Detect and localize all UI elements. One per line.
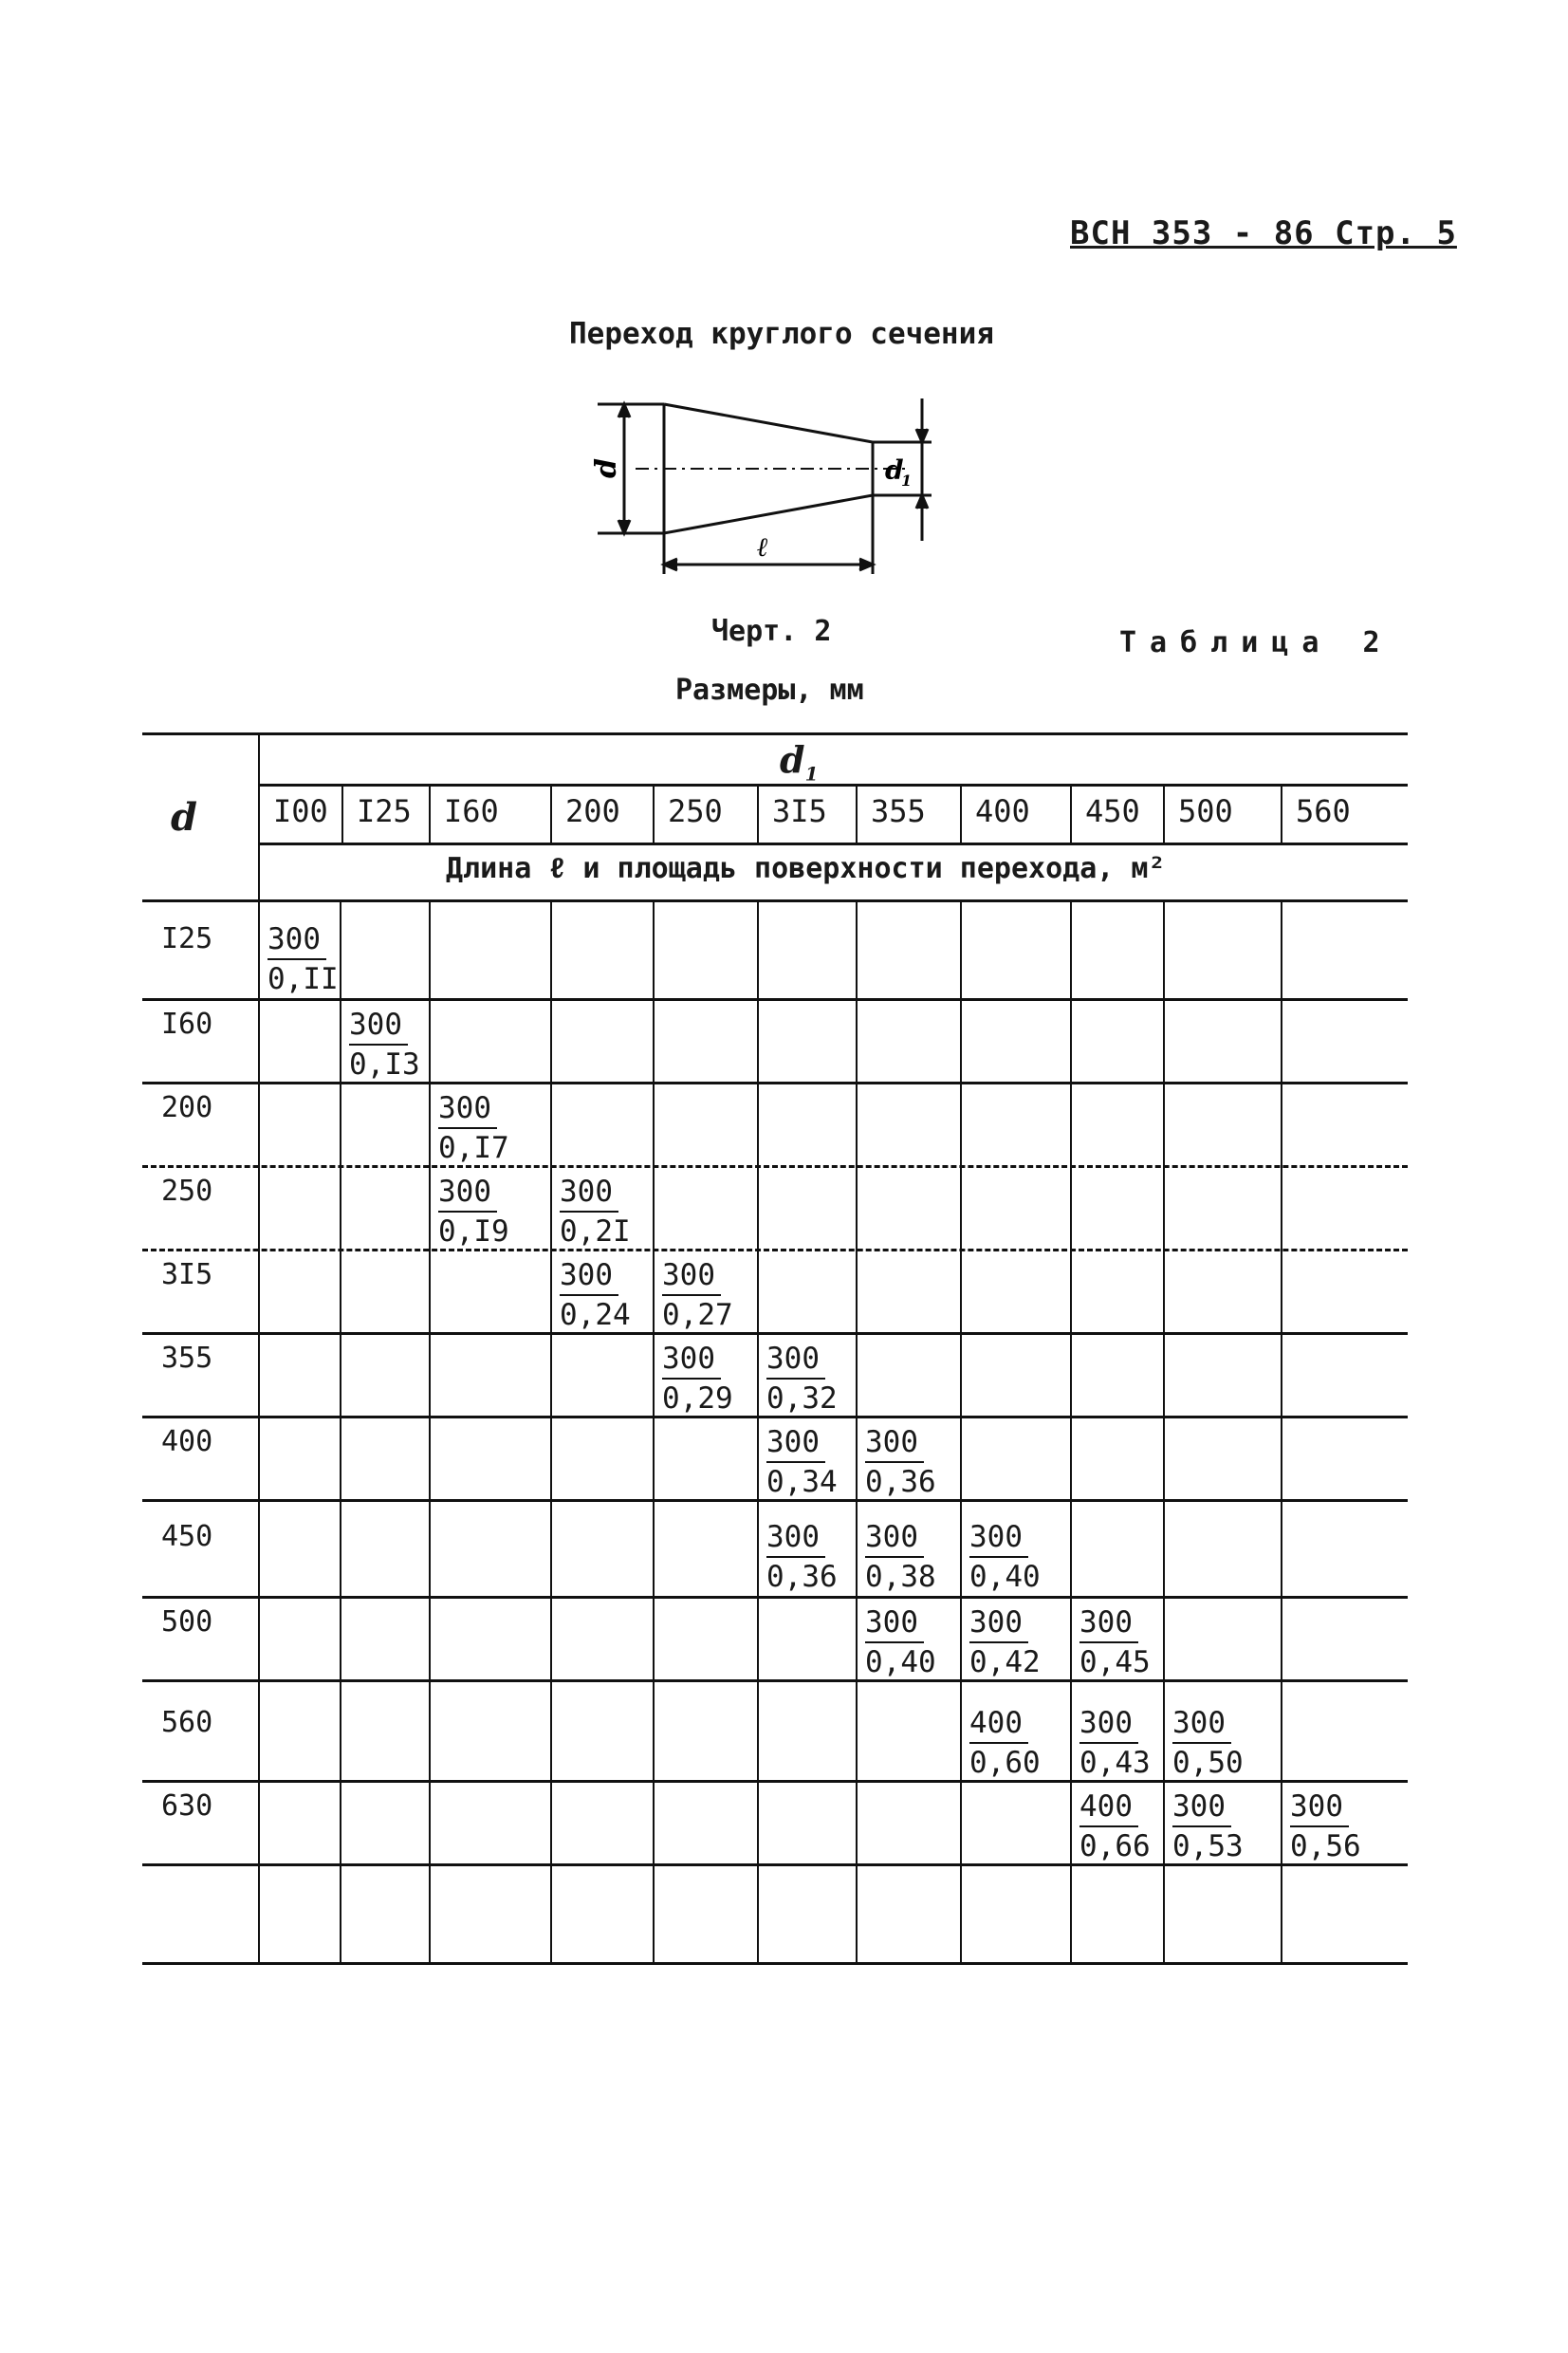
cell-area: 0,50 bbox=[1172, 1746, 1244, 1780]
cell-area: 0,36 bbox=[865, 1465, 936, 1499]
body-col-divider bbox=[960, 899, 962, 1962]
cell-length: 300 bbox=[349, 1006, 408, 1046]
col-group-header-d1 bbox=[780, 738, 819, 786]
cell-area: 0,38 bbox=[865, 1560, 936, 1594]
cell-area: 0,43 bbox=[1079, 1746, 1151, 1780]
col-header-divider bbox=[1070, 784, 1072, 843]
col-header-divider bbox=[856, 784, 858, 843]
body-col-divider bbox=[856, 899, 858, 1962]
table-subheader: Длина ℓ и площадь поверхности перехода, м² bbox=[446, 852, 1166, 885]
cell-length: 400 bbox=[1079, 1788, 1138, 1827]
table-cell bbox=[1290, 1788, 1361, 1865]
row-rule bbox=[142, 1679, 1408, 1682]
cell-length: 300 bbox=[267, 920, 326, 960]
subheader-bottom-rule bbox=[142, 899, 1408, 902]
cell-area: 0,I7 bbox=[438, 1131, 509, 1165]
table-label: Таблица 2 bbox=[1119, 626, 1393, 659]
row-header: I60 bbox=[161, 1008, 213, 1041]
cell-area: 0,45 bbox=[1079, 1645, 1151, 1679]
cell-area: 0,36 bbox=[766, 1560, 838, 1594]
col-group-header-sub: 1 bbox=[804, 762, 819, 786]
row-rule bbox=[142, 1596, 1408, 1599]
table-cell bbox=[766, 1518, 838, 1596]
body-col-divider bbox=[1163, 899, 1165, 1962]
body-col-divider bbox=[550, 899, 552, 1962]
col-header-divider bbox=[960, 784, 962, 843]
row-header: 200 bbox=[161, 1091, 213, 1124]
cell-area: 0,32 bbox=[766, 1381, 838, 1416]
body-col-divider bbox=[757, 899, 759, 1962]
table-top-rule bbox=[142, 732, 1408, 735]
table-cell bbox=[349, 1006, 420, 1084]
col-header: I60 bbox=[444, 793, 499, 829]
figure-caption: Черт. 2 bbox=[711, 615, 832, 648]
row-rule bbox=[142, 1165, 1408, 1168]
cell-area: 0,40 bbox=[969, 1560, 1041, 1594]
table-cell bbox=[865, 1603, 936, 1681]
col-header-divider bbox=[1163, 784, 1165, 843]
cell-length: 300 bbox=[1290, 1788, 1349, 1827]
col-header: 355 bbox=[871, 793, 926, 829]
cell-length: 300 bbox=[766, 1518, 825, 1558]
row-rule bbox=[142, 1962, 1408, 1965]
row-header: 3I5 bbox=[161, 1258, 213, 1291]
document-reference: ВСН 353 - 86 Стр. 5 bbox=[1070, 214, 1457, 252]
cell-length: 300 bbox=[662, 1340, 721, 1380]
col-header: 250 bbox=[668, 793, 723, 829]
cell-length: 300 bbox=[969, 1518, 1028, 1558]
cell-length: 300 bbox=[969, 1603, 1028, 1643]
table-cell bbox=[438, 1089, 509, 1167]
cell-length: 300 bbox=[766, 1423, 825, 1463]
row-header: 500 bbox=[161, 1605, 213, 1639]
col-header: I25 bbox=[357, 793, 412, 829]
cell-length: 300 bbox=[1079, 1603, 1138, 1643]
drawing-label-l: ℓ bbox=[757, 531, 768, 563]
cell-area: 0,40 bbox=[865, 1645, 936, 1679]
cell-area: 0,53 bbox=[1172, 1829, 1244, 1863]
col-header-divider bbox=[429, 784, 431, 843]
row-header: 400 bbox=[161, 1425, 213, 1458]
body-col-divider bbox=[1070, 899, 1072, 1962]
section-title: Переход круглого сечения bbox=[569, 317, 994, 351]
drawing-label-d1-sub: 1 bbox=[901, 472, 913, 490]
table-cell bbox=[969, 1518, 1041, 1596]
cell-length: 300 bbox=[865, 1423, 924, 1463]
table-cell bbox=[1079, 1788, 1151, 1865]
cell-area: 0,56 bbox=[1290, 1829, 1361, 1863]
units-label: Размеры, мм bbox=[675, 674, 864, 707]
table-cell bbox=[560, 1173, 631, 1251]
cell-length: 300 bbox=[865, 1603, 924, 1643]
table-cell bbox=[1172, 1788, 1244, 1865]
table-cell bbox=[662, 1256, 733, 1334]
cell-length: 300 bbox=[1172, 1788, 1231, 1827]
table-cell bbox=[1172, 1704, 1244, 1782]
table-cell bbox=[766, 1340, 838, 1417]
cell-length: 300 bbox=[865, 1518, 924, 1558]
drawing-label-d1: d bbox=[885, 454, 904, 486]
col-header: 200 bbox=[565, 793, 620, 829]
col-header-divider bbox=[757, 784, 759, 843]
row-header-d: d bbox=[171, 795, 197, 840]
col-header: 400 bbox=[975, 793, 1030, 829]
cell-length: 300 bbox=[438, 1089, 497, 1129]
col-header: 3I5 bbox=[772, 793, 827, 829]
table-cell bbox=[1079, 1704, 1151, 1782]
table-cell bbox=[662, 1340, 733, 1417]
drawing-label-d: d bbox=[590, 458, 623, 478]
body-col-divider bbox=[1281, 899, 1282, 1962]
row-header: 630 bbox=[161, 1789, 213, 1823]
cell-area: 0,29 bbox=[662, 1381, 733, 1416]
table-cell bbox=[766, 1423, 838, 1501]
table-cell bbox=[1079, 1603, 1151, 1681]
cell-area: 0,60 bbox=[969, 1746, 1041, 1780]
cell-area: 0,42 bbox=[969, 1645, 1041, 1679]
row-header: 450 bbox=[161, 1520, 213, 1553]
cell-length: 300 bbox=[560, 1173, 618, 1213]
row-header: 250 bbox=[161, 1175, 213, 1208]
table-cell bbox=[969, 1704, 1041, 1782]
row-rule bbox=[142, 1082, 1408, 1084]
cell-area: 0,34 bbox=[766, 1465, 838, 1499]
col-header-divider bbox=[1281, 784, 1282, 843]
transition-drawing bbox=[569, 380, 968, 598]
row-rule bbox=[142, 1332, 1408, 1335]
row-header: I25 bbox=[161, 922, 213, 955]
table-cell bbox=[438, 1173, 509, 1251]
table-cell bbox=[865, 1423, 936, 1501]
col-header-bottom-rule bbox=[258, 843, 1408, 845]
row-header: 355 bbox=[161, 1342, 213, 1375]
cell-length: 300 bbox=[438, 1173, 497, 1213]
table-cell bbox=[560, 1256, 631, 1334]
col-header: 500 bbox=[1178, 793, 1233, 829]
row-header-divider bbox=[258, 732, 260, 1962]
table-cell bbox=[969, 1603, 1041, 1681]
cell-area: 0,II bbox=[267, 962, 339, 996]
cell-length: 300 bbox=[560, 1256, 618, 1296]
cell-area: 0,I9 bbox=[438, 1214, 509, 1249]
cell-area: 0,66 bbox=[1079, 1829, 1151, 1863]
cell-area: 0,24 bbox=[560, 1298, 631, 1332]
row-header: 560 bbox=[161, 1706, 213, 1739]
col-header-divider bbox=[653, 784, 655, 843]
cell-area: 0,27 bbox=[662, 1298, 733, 1332]
col-group-header-letter: d bbox=[780, 738, 805, 781]
col-header: I00 bbox=[273, 793, 328, 829]
cell-area: 0,2I bbox=[560, 1214, 631, 1249]
body-col-divider bbox=[653, 899, 655, 1962]
body-col-divider bbox=[340, 899, 341, 1962]
cell-length: 300 bbox=[662, 1256, 721, 1296]
body-col-divider bbox=[429, 899, 431, 1962]
cell-length: 300 bbox=[1079, 1704, 1138, 1744]
cell-length: 300 bbox=[766, 1340, 825, 1380]
row-rule bbox=[142, 998, 1408, 1001]
cell-area: 0,I3 bbox=[349, 1047, 420, 1082]
col-header-divider bbox=[341, 784, 343, 843]
cell-length: 300 bbox=[1172, 1704, 1231, 1744]
cell-length: 400 bbox=[969, 1704, 1028, 1744]
table-cell bbox=[865, 1518, 936, 1596]
col-header-divider bbox=[550, 784, 552, 843]
col-header: 560 bbox=[1296, 793, 1351, 829]
table-cell bbox=[267, 920, 339, 998]
col-header: 450 bbox=[1085, 793, 1140, 829]
row-rule bbox=[142, 1249, 1408, 1251]
